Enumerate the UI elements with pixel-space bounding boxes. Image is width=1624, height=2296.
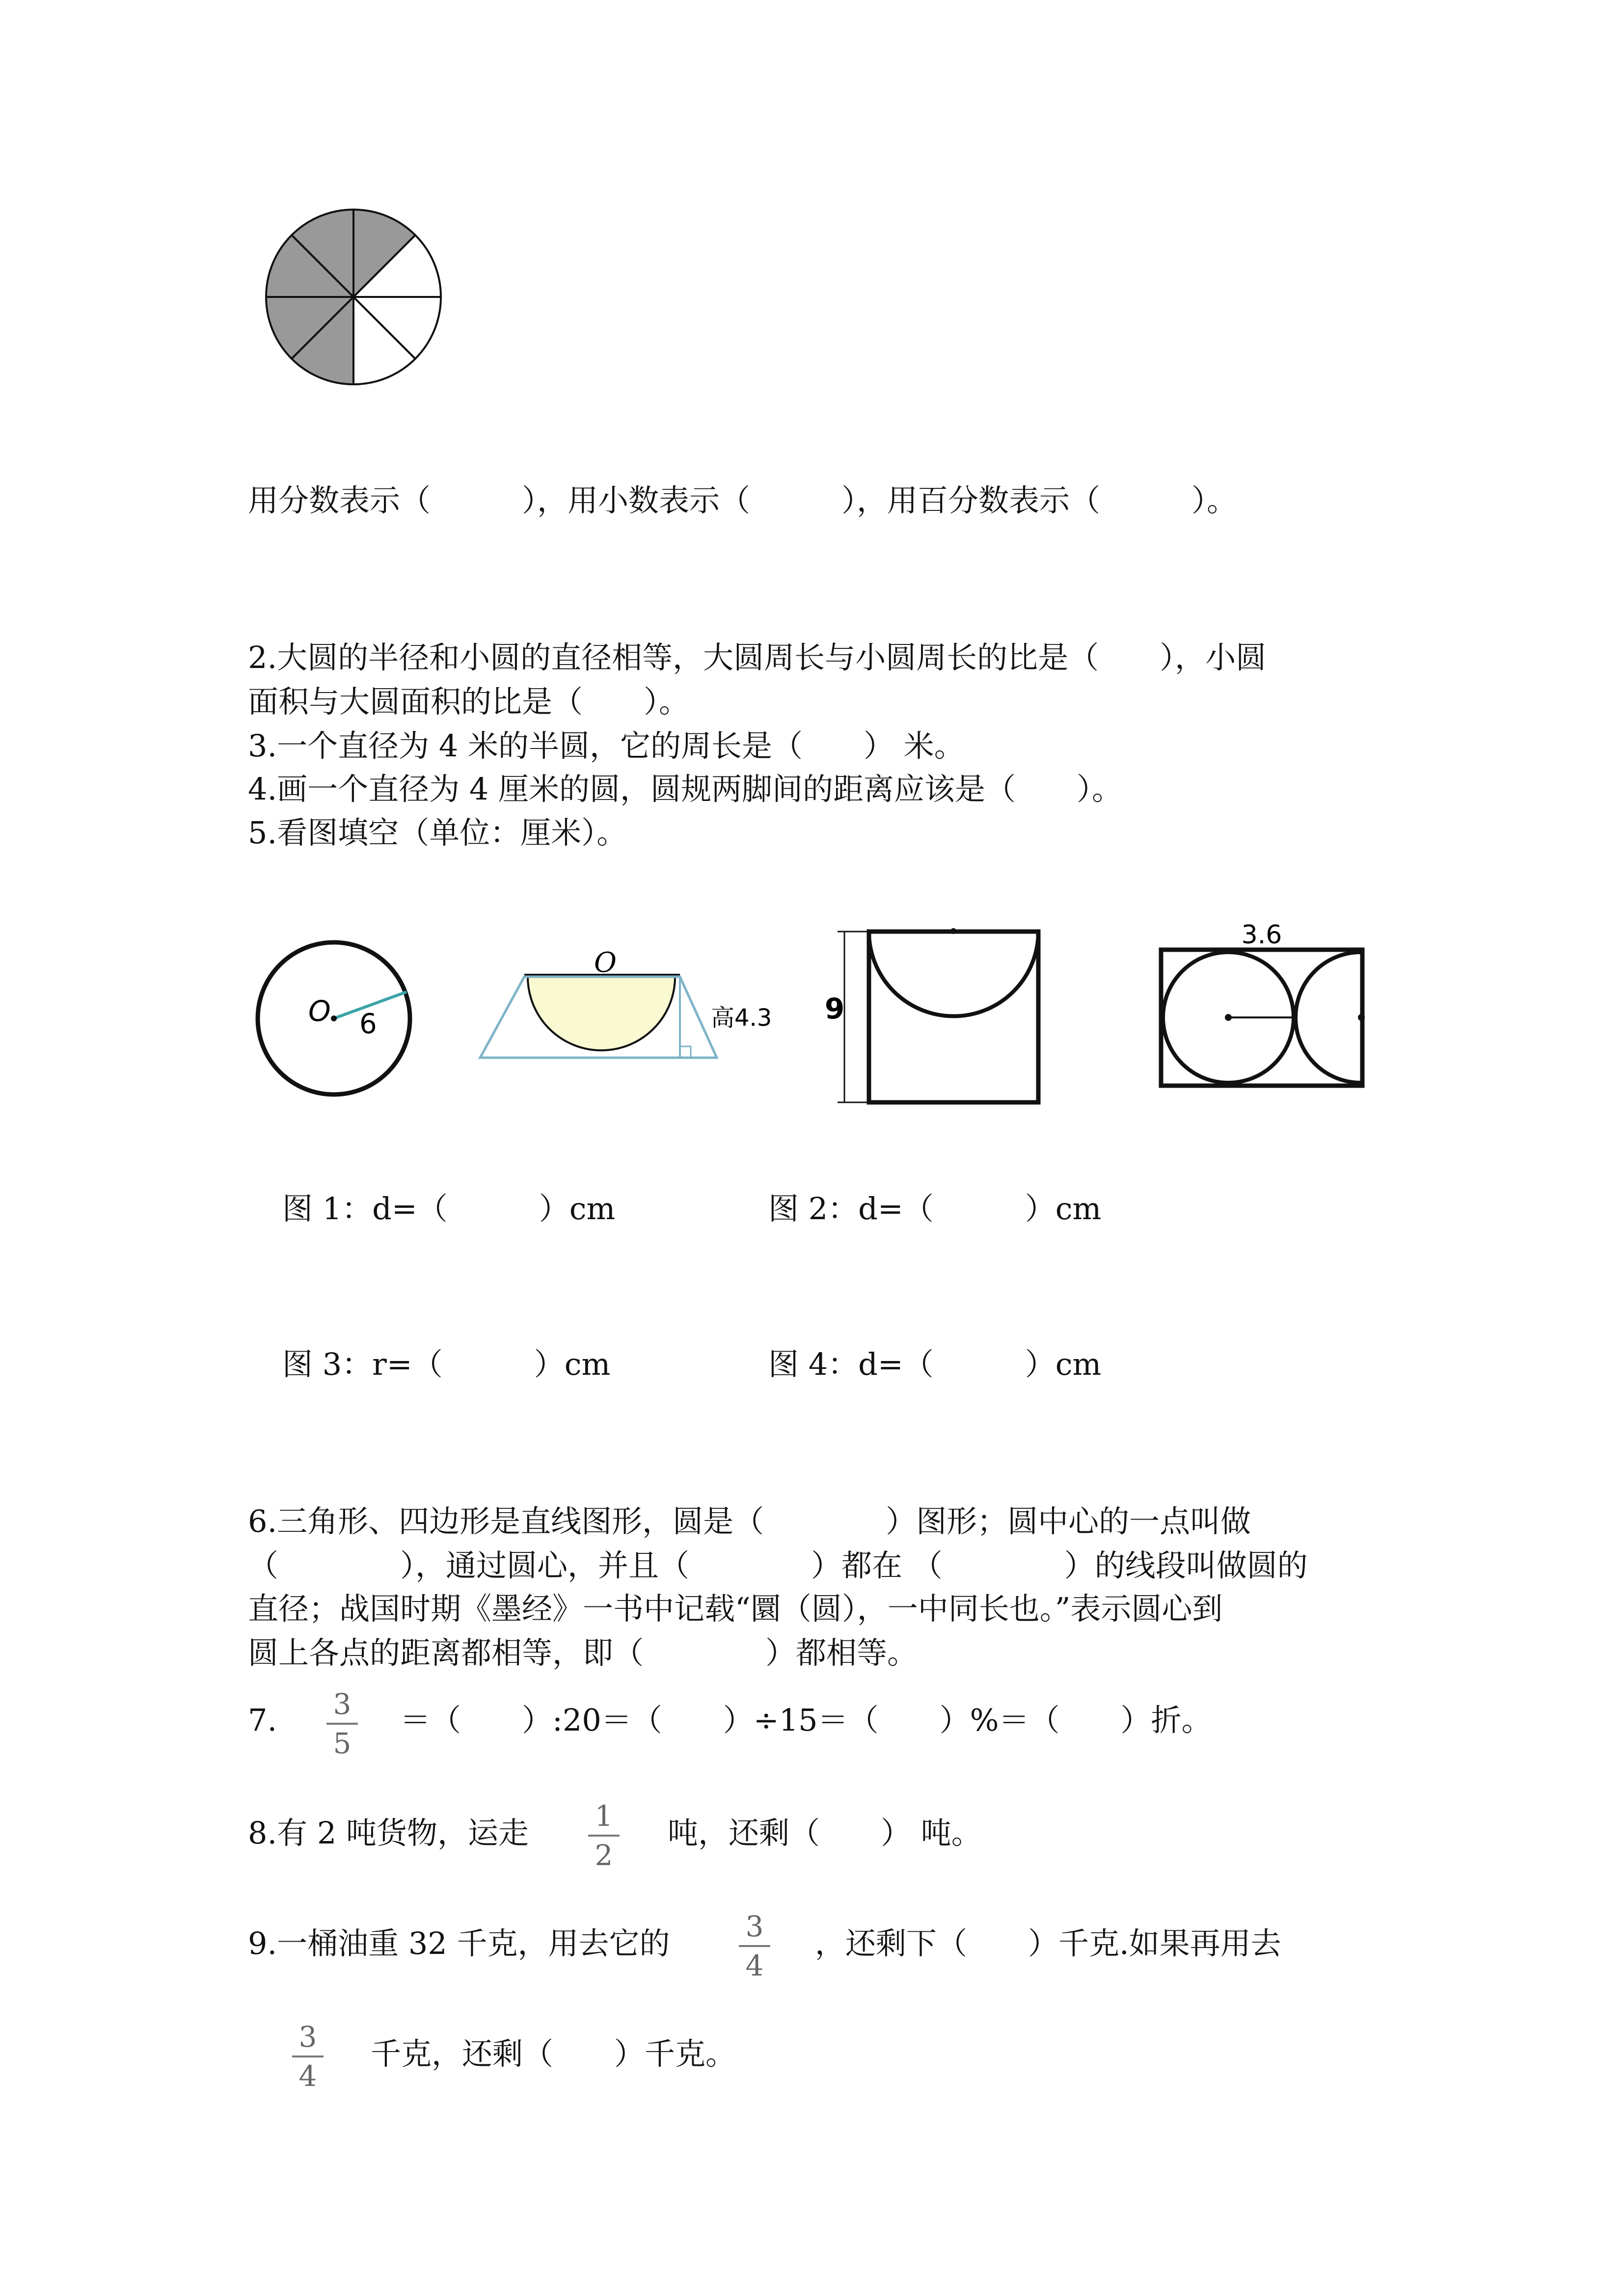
q9-after: 千克，还剩（ ）千克。 — [371, 2036, 736, 2072]
q8-fraction-bar — [588, 1835, 620, 1837]
q7-fraction-numerator: 3 — [333, 1687, 352, 1721]
q8-fraction-denominator: 2 — [595, 1839, 613, 1872]
q9-fraction-1-numerator: 3 — [745, 1910, 764, 1943]
figure-1-radius-label: 6 — [359, 1008, 377, 1040]
figure-1-center-label: O — [308, 994, 331, 1028]
q8-before: 8.有 2 吨货物，运走 — [248, 1815, 529, 1851]
figure-3-square — [820, 923, 1075, 1119]
q8-after: 吨，还剩（ ） 吨。 — [668, 1815, 982, 1851]
q4-text: 4.画一个直径为 4 厘米的圆，圆规两脚间的距离应该是（ ）。 — [248, 771, 1123, 807]
q9-before: 9.一桶油重 32 千克，用去它的 — [248, 1925, 670, 1961]
q7-fraction-denominator: 5 — [333, 1727, 352, 1760]
q9-fraction-2-bar — [292, 2056, 324, 2057]
q9-fraction-2-numerator: 3 — [298, 2020, 317, 2054]
figure-2-height-label: 高4.3 — [711, 1004, 772, 1032]
q3-text: 3.一个直径为 4 米的半圆，它的周长是（ ） 米。 — [248, 728, 965, 764]
q6-line4: 圆上各点的距离都相等，即（ ）都相等。 — [248, 1635, 918, 1671]
q9-fraction-1-bar — [739, 1945, 770, 1947]
q8-fraction — [584, 1800, 623, 1871]
q8-fraction-numerator: 1 — [595, 1799, 613, 1833]
q7-number: 7. — [248, 1702, 277, 1738]
q9-fraction-2-denominator: 4 — [298, 2059, 317, 2093]
q7-fraction — [323, 1688, 362, 1759]
q6-line1: 6.三角形、四边形是直线图形，圆是（ ）图形；圆中心的一点叫做 — [248, 1503, 1251, 1539]
q7-fraction-bar — [326, 1723, 358, 1725]
figure-1-circle — [250, 935, 417, 1102]
figure-1-caption: 图 1：d=（ ）cm — [282, 1191, 616, 1227]
figure-4-caption: 图 4：d=（ ）cm — [768, 1346, 1102, 1382]
q5-text: 5.看图填空（单位：厘米）。 — [248, 815, 627, 851]
figure-3-caption: 图 3：r=（ ）cm — [282, 1346, 611, 1382]
q2-line1: 2.大圆的半径和小圆的直径相等，大圆周长与小圆周长的比是（ ），小圆 — [248, 640, 1267, 675]
pie-figure — [260, 204, 447, 390]
figure-3-side-label: 9 — [824, 992, 845, 1025]
q6-line3: 直径；战国时期《墨经》一书中记载“圜（圆），一中同长也。”表示圆心到 — [248, 1591, 1223, 1627]
q9-fraction-2 — [288, 2021, 327, 2092]
figure-2-caption: 图 2：d=（ ）cm — [768, 1191, 1102, 1227]
q9-middle: ，还剩下（ ）千克.如果再用去 — [815, 1925, 1281, 1961]
q6-line2: （ ），通过圆心，并且（ ）都在 （ ）的线段叫做圆的 — [248, 1548, 1308, 1583]
q2-line2: 面积与大圆面积的比是（ ）。 — [248, 684, 690, 720]
figure-2-semicircle — [471, 942, 785, 1090]
q9-fraction-1 — [735, 1911, 774, 1981]
figure-2-center-label: O — [594, 947, 617, 979]
q1-sentence: 用分数表示（ ），用小数表示（ ），用百分数表示（ ）。 — [248, 482, 1238, 518]
q9-fraction-1-denominator: 4 — [745, 1949, 764, 1982]
figure-4-rectangle — [1149, 918, 1375, 1095]
q7-rest: ＝（ ）:20＝（ ）÷15＝（ ）%＝（ ）折。 — [400, 1702, 1212, 1738]
figure-4-top-label: 3.6 — [1241, 920, 1282, 950]
